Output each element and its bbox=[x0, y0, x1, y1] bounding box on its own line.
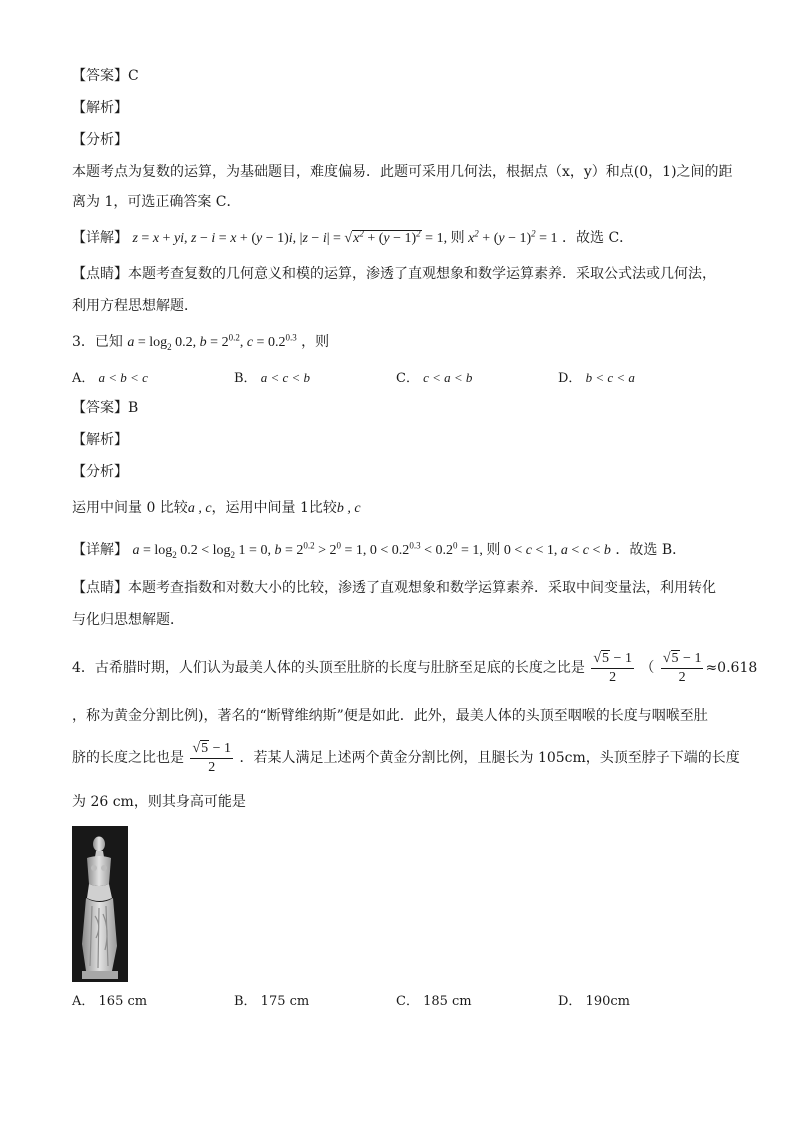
q4-stem-line-3 bbox=[72, 738, 740, 778]
q3-fenxi-vars-bc: b , c bbox=[336, 501, 361, 516]
q3-option-d-formula: b < c < a bbox=[585, 370, 635, 385]
q3-option-b-label: B． bbox=[234, 371, 257, 386]
q3-stem-formula: $a = \log_2 0.2$, $b = 2^{0.2}$, $c = 0.2^{0.3}$ bbox=[127, 332, 297, 352]
q3-fenxi-b: ，运用中间量 1比较 bbox=[211, 500, 337, 516]
q3-fenxi-heading: 【分析】 bbox=[72, 464, 128, 480]
q3-option-c-label: C． bbox=[396, 371, 419, 386]
q3-detail-tail: ．故选 B． bbox=[615, 542, 687, 558]
q4-stem-line-4: 为 26 cm，则其身高可能是 bbox=[72, 794, 246, 810]
q3-option-a-label: A． bbox=[72, 371, 95, 386]
q3-detail-formula: $a = \log_2 0.2 < \log_2 1 = 0$, $b = 2^{0.2} > 2^0 = 1$, $0 < 0.2^{0.3} < 0.2^0 = 1$, 则 0 < c < 1, a < c < b bbox=[132, 540, 611, 560]
q3-stem bbox=[72, 332, 329, 353]
q2-detail bbox=[72, 228, 633, 249]
q4-line3-rest: ．若某人满足上述两个黄金分割比例，且腿长为 105cm，头顶至脖子下端的长度 bbox=[239, 750, 740, 766]
q3-fenxi-vars-ac: a , c bbox=[187, 501, 212, 516]
q3-option-a[interactable] bbox=[72, 368, 148, 389]
q3-option-c-formula: c < a < b bbox=[423, 370, 473, 385]
q2-answer: 【答案】C bbox=[72, 68, 139, 84]
q3-option-b-formula: a < c < b bbox=[260, 370, 311, 385]
q4-line1-approx: ≈0.618 bbox=[705, 660, 758, 676]
q3-option-d-label: D． bbox=[558, 371, 582, 386]
q3-stem-prefix: 3．已知 bbox=[72, 334, 123, 350]
venus-statue-image bbox=[72, 826, 128, 982]
q3-answer: 【答案】B bbox=[72, 400, 139, 416]
q3-stem-suffix: ，则 bbox=[301, 334, 330, 350]
q3-option-b[interactable] bbox=[234, 368, 310, 389]
q2-comment-1: 【点睛】本题考查复数的几何意义和模的运算，渗透了直观想象和数学运算素养．采取公式法或几何法， bbox=[72, 266, 716, 282]
q4-line1-paren: （ bbox=[640, 660, 655, 676]
q4-option-d[interactable]: D． 190cm bbox=[558, 994, 630, 1009]
q4-option-b[interactable]: B． 175 cm bbox=[234, 994, 310, 1009]
q2-fenxi-text-2: 离为 1，可选正确答案 C． bbox=[72, 194, 241, 210]
q2-comment-2: 利用方程思想解题． bbox=[72, 298, 198, 314]
q3-option-d[interactable] bbox=[558, 368, 635, 389]
q4-option-a[interactable]: A． 165 cm bbox=[72, 994, 148, 1009]
q4-stem-line-1 bbox=[72, 648, 757, 688]
q3-fenxi-a: 运用中间量 0 比较 bbox=[72, 500, 188, 516]
q2-fenxi-text-1: 本题考点为复数的运算，为基础题目，难度偏易．此题可采用几何法，根据点（x，y）和点(0，1)之间的距 bbox=[72, 164, 733, 180]
q2-detail-tail: ．故选 C． bbox=[562, 230, 634, 246]
q3-detail-label: 【详解】 bbox=[72, 542, 128, 558]
q2-fenxi-heading: 【分析】 bbox=[72, 132, 128, 148]
q4-golden-fraction-3: $\frac{√5 - 1}{2}$ bbox=[192, 740, 232, 775]
q2-detail-formula: z = x + yi, z − i = x + (y − 1)i, $|z - i| = √x^2 + (y - 1)^2 = 1$, 则 $x^2 + (y - 1)^2 = 1$ bbox=[132, 228, 558, 246]
q4-option-c[interactable]: C． 185 cm bbox=[396, 994, 472, 1009]
q3-analysis-heading: 【解析】 bbox=[72, 432, 128, 448]
statue-graphic bbox=[72, 826, 128, 982]
q3-comment-2: 与化归思想解题． bbox=[72, 612, 184, 628]
q3-option-c[interactable] bbox=[396, 368, 472, 389]
q3-option-a-formula: a < b < c bbox=[98, 370, 148, 385]
q4-golden-fraction-2: $\frac{√5 - 1}{2}$ bbox=[662, 650, 702, 685]
q2-analysis-heading: 【解析】 bbox=[72, 100, 128, 116]
q3-comment-1: 【点睛】本题考查指数和对数大小的比较，渗透了直观想象和数学运算素养．采取中间变量法，利用转化 bbox=[72, 580, 716, 596]
q4-golden-fraction-1: $\frac{√5 - 1}{2}$ bbox=[593, 650, 632, 685]
q3-fenxi-text bbox=[72, 498, 361, 519]
q4-line3-text: 脐的长度之比也是 bbox=[72, 750, 184, 766]
q4-stem-line-2: ，称为黄金分割比例)，著名的“断臂维纳斯”便是如此．此外，最美人体的头顶至咽喉的长度与咽喉至肚 bbox=[72, 708, 708, 724]
q4-line1-text: 4．古希腊时期，人们认为最美人体的头顶至肚脐的长度与肚脐至足底的长度之比是 bbox=[72, 660, 585, 676]
q3-detail bbox=[72, 540, 686, 561]
q2-detail-label: 【详解】 bbox=[72, 230, 128, 246]
